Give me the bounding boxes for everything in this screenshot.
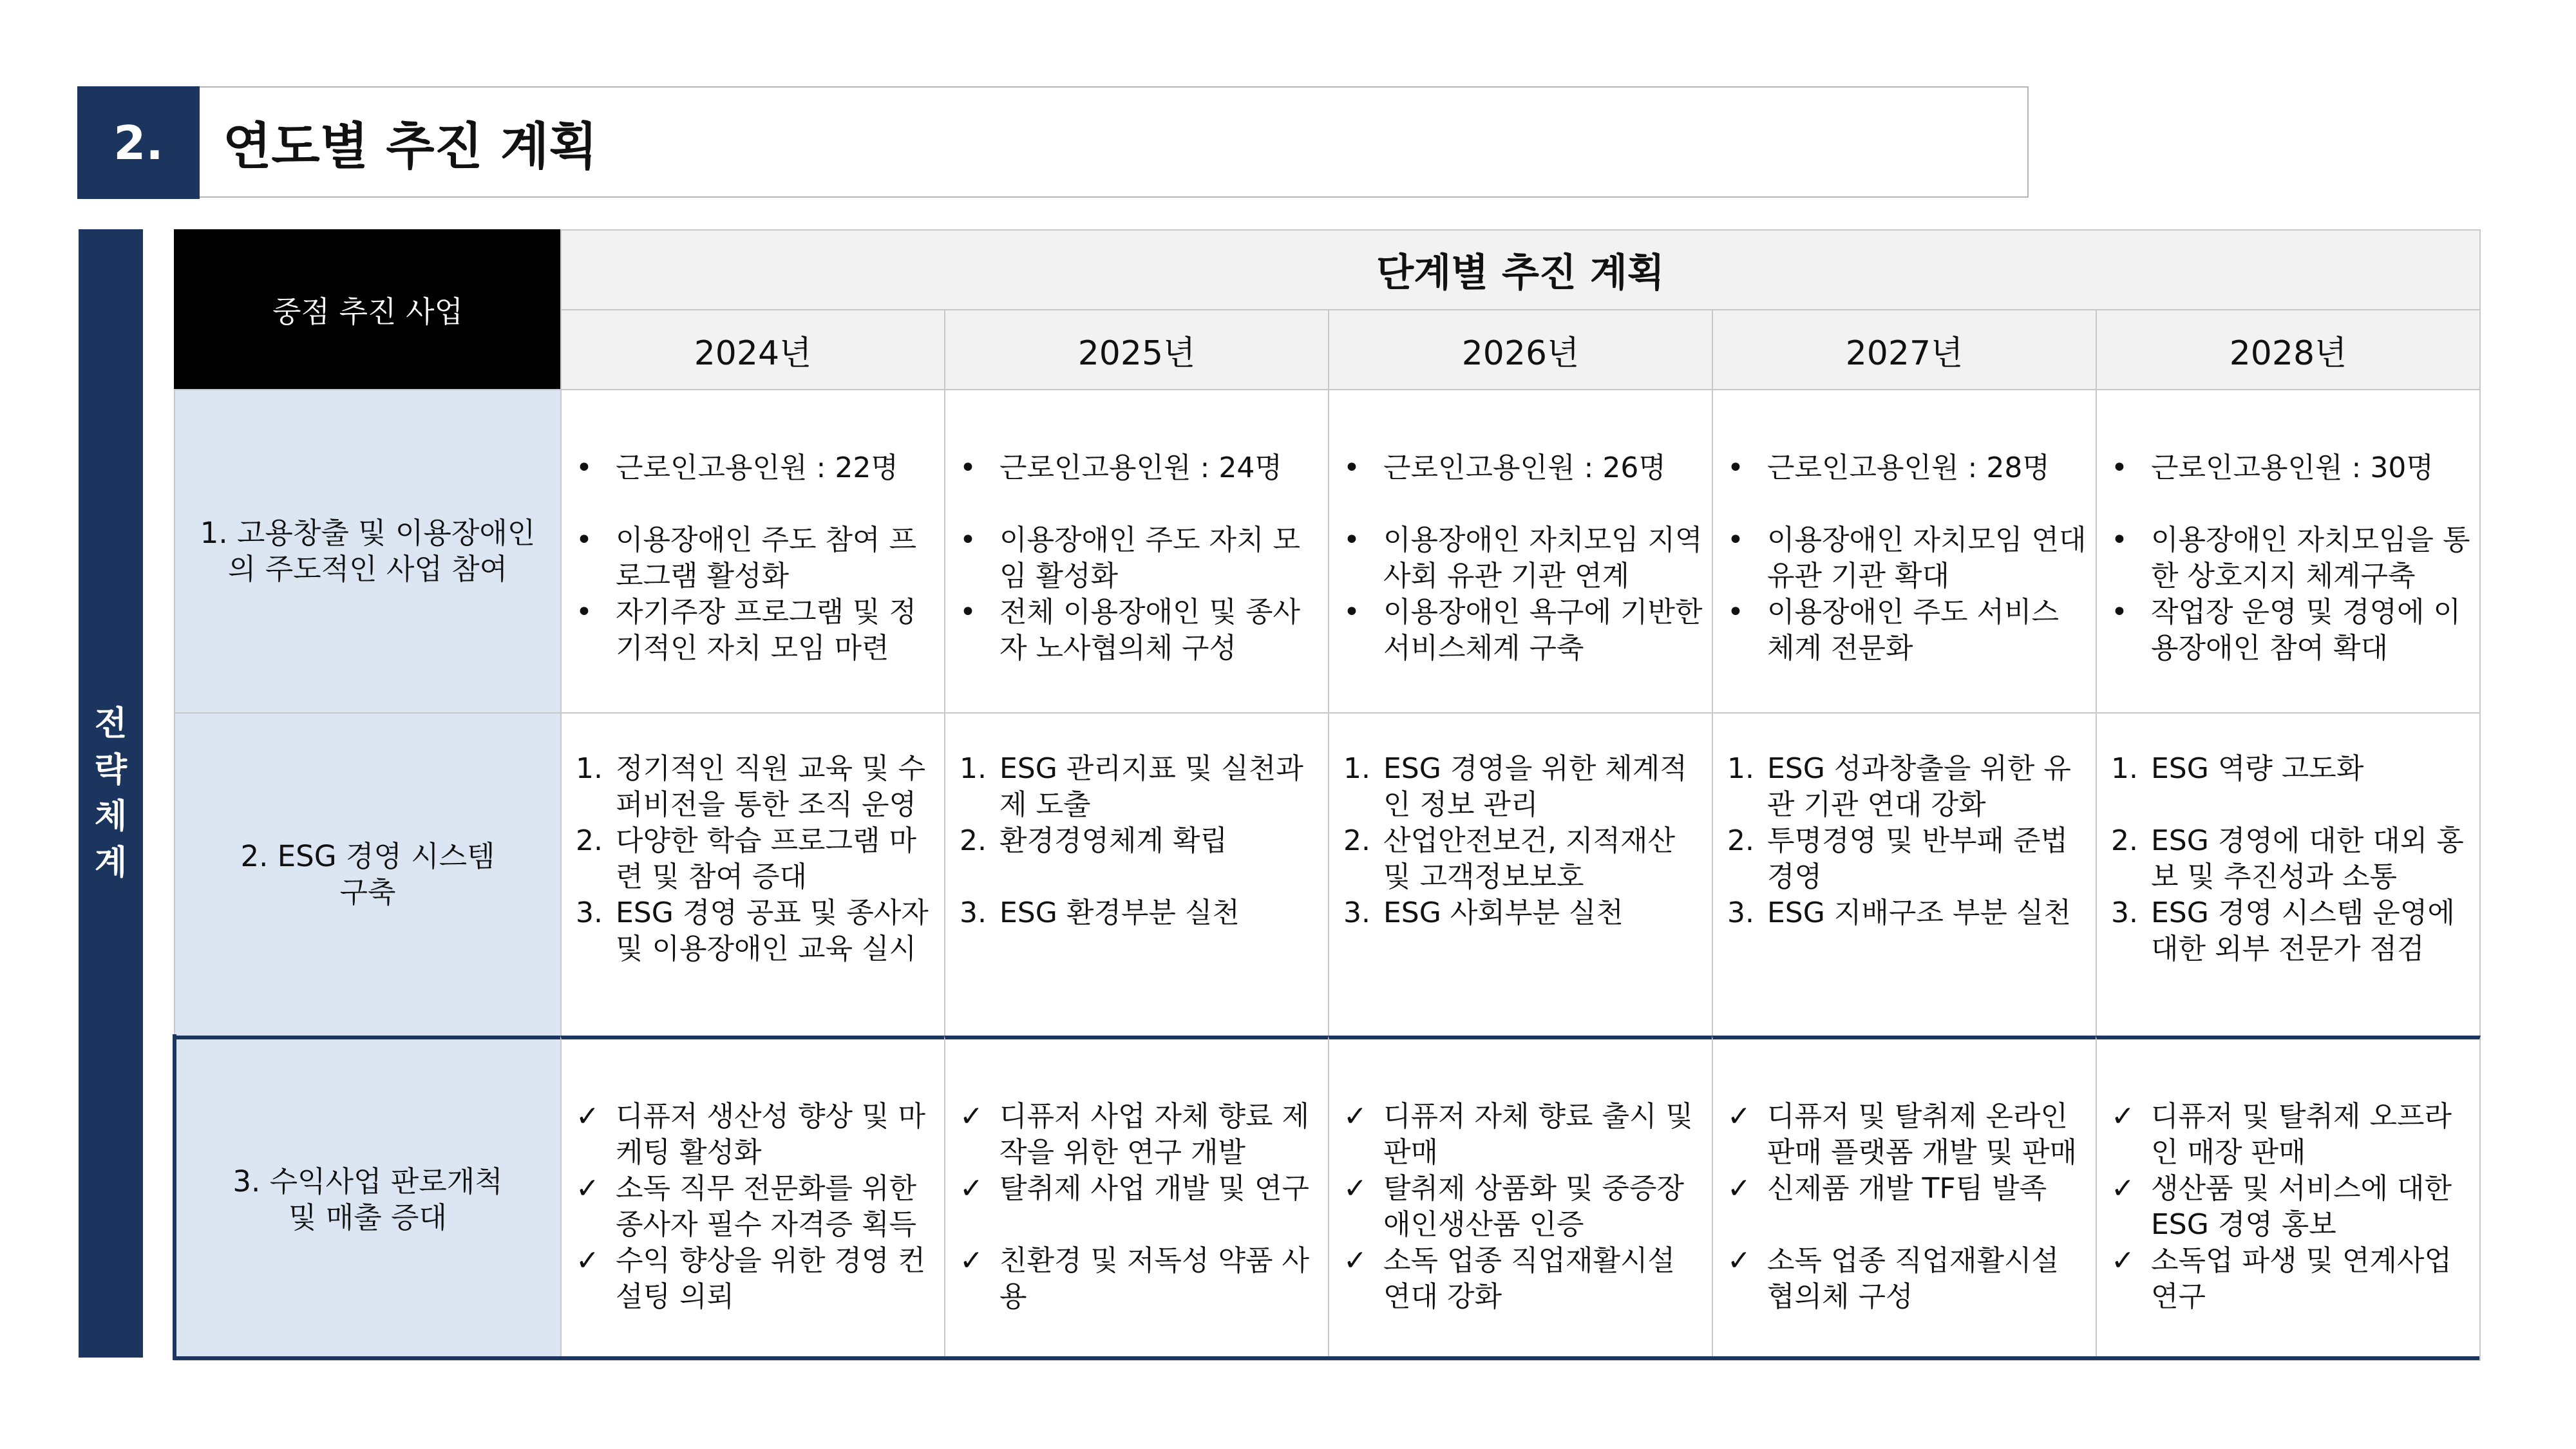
plan-item: 다양한 학습 프로그램 마련 및 참여 증대 [616,824,916,893]
plan-item: 이용장애인 주도 자치 모임 활성화 [999,524,1300,592]
plan-item: ESG 경영 공표 및 종사자 및 이용장애인 교육 실시 [616,896,929,965]
check-icon: ✓ [1727,1099,1751,1133]
plan-item: 친환경 및 저독성 약품 사용 [999,1244,1309,1313]
plan-cell [560,1036,945,1361]
bullet-icon: • [1343,524,1360,556]
bullet-icon: • [960,524,976,556]
check-icon: ✓ [1343,1171,1367,1205]
check-icon: ✓ [1343,1244,1367,1277]
plan-item: 근로인고용인원 : 28명 [1767,451,2050,484]
plan-item: 디퓨저 자체 향료 출시 및 판매 [1383,1099,1693,1169]
row-label [174,389,562,714]
plan-cell [944,712,1329,1037]
plan-item: 이용장애인 자치모임 연대 유관 기관 확대 [1767,524,2087,592]
plan-cell [2096,1036,2481,1361]
plan-cell [1328,712,1713,1037]
check-icon: ✓ [576,1171,600,1205]
check-icon: ✓ [1727,1244,1751,1277]
plan-cell [560,389,945,714]
item-number: 1. [960,752,987,785]
plan-cell [1712,389,2097,714]
plan-item: 생산품 및 서비스에 대한 ESG 경영 홍보 [2151,1171,2452,1241]
plan-item: ESG 경영을 위한 체계적인 정보 관리 [1383,752,1687,821]
side-label-char: 계 [94,844,128,882]
row-label-line: 의 주도적인 사업 참여 [227,552,508,586]
row-label-line: 2. ESG 경영 시스템 [240,839,495,873]
check-icon: ✓ [2111,1244,2135,1277]
item-number: 1. [1343,752,1370,785]
item-number: 3. [576,896,603,929]
bullet-icon: • [1727,596,1744,629]
plan-item: 근로인고용인원 : 26명 [1383,451,1666,484]
item-number: 3. [960,896,987,929]
item-number: 1. [576,752,603,785]
check-icon: ✓ [1343,1099,1367,1133]
plan-item: 소독 업종 직업재활시설 연대 강화 [1383,1244,1676,1313]
bullet-icon: • [576,524,592,556]
bullet-icon: • [1343,451,1360,484]
check-icon: ✓ [2111,1171,2135,1205]
bullet-icon: • [576,451,592,484]
row-label [174,712,562,1037]
item-number: 1. [2111,752,2138,785]
stage-plan-header: 단계별 추진 계획 [560,229,2481,310]
plan-item: ESG 역량 고도화 [2151,752,2364,785]
plan-item: ESG 경영에 대한 대외 홍보 및 추진성과 소통 [2151,824,2464,893]
plan-cell [2096,712,2481,1037]
plan-cell [2096,389,2481,714]
row-label-line: 3. 수익사업 판로개척 [232,1164,503,1198]
plan-cell [1328,389,1713,714]
plan-item: 수익 향상을 위한 경영 컨설팅 의뢰 [616,1244,925,1313]
plan-item: 소독 직무 전문화를 위한 종사자 필수 자격증 획득 [616,1171,916,1241]
plan-item: 작업장 운영 및 경영에 이용장애인 참여 확대 [2151,596,2461,665]
plan-item: 탈취제 사업 개발 및 연구 [999,1171,1309,1205]
plan-cell [1328,1036,1713,1361]
bullet-icon: • [1727,524,1744,556]
row-label-line: 1. 고용창출 및 이용장애인 [200,516,536,550]
plan-table [174,229,2479,1359]
plan-item: 소독 업종 직업재활시설 협의체 구성 [1767,1244,2060,1313]
item-number: 2. [576,824,603,857]
bullet-icon: • [2111,596,2128,629]
item-number: 3. [1343,896,1370,929]
plan-item: 이용장애인 욕구에 기반한 서비스체계 구축 [1383,596,1703,665]
plan-item: 전체 이용장애인 및 종사자 노사협의체 구성 [999,596,1300,665]
plan-item: 근로인고용인원 : 24명 [999,451,1282,484]
plan-item: ESG 경영 시스템 운영에 대한 외부 전문가 점검 [2151,896,2455,965]
strategy-system-label [79,229,143,1358]
item-number: 2. [960,824,987,857]
plan-item: 신제품 개발 TF팀 발족 [1767,1171,2047,1205]
year-header: 2028년 [2096,309,2481,390]
row3-left-border [173,1034,176,1360]
check-icon: ✓ [576,1244,600,1277]
plan-item: 디퓨저 및 탈취제 오프라인 매장 판매 [2151,1099,2452,1169]
side-label-char: 체 [94,797,128,836]
section-number: 2. [77,86,200,199]
plan-item: 투명경영 및 반부패 준법 경영 [1767,824,2068,893]
item-number: 1. [1727,752,1754,785]
plan-cell [560,712,945,1037]
side-label-char: 략 [94,751,128,790]
check-icon: ✓ [960,1244,983,1277]
plan-item: 디퓨저 및 탈취제 온라인 판매 플랫폼 개발 및 판매 [1767,1099,2077,1169]
item-number: 3. [1727,896,1754,929]
plan-item: 정기적인 직원 교육 및 수퍼비전을 통한 조직 운영 [616,752,925,821]
plan-item: 이용장애인 주도 서비스 체계 전문화 [1767,596,2060,665]
plan-item: 디퓨저 사업 자체 향료 제작을 위한 연구 개발 [999,1099,1309,1169]
plan-cell [1712,1036,2097,1361]
bullet-icon: • [960,451,976,484]
year-header: 2024년 [560,309,945,390]
item-number: 3. [2111,896,2138,929]
bullet-icon: • [1343,596,1360,629]
focus-project-header: 중점 추진 사업 [174,229,562,390]
plan-item: 산업안전보건, 지적재산 및 고객정보보호 [1383,824,1676,893]
bullet-icon: • [2111,451,2128,484]
plan-item: 탈취제 상품화 및 중증장애인생산품 인증 [1383,1171,1684,1241]
year-header: 2027년 [1712,309,2097,390]
row-label-line: 및 매출 증대 [289,1200,447,1235]
plan-item: ESG 사회부분 실천 [1383,896,1624,929]
page-title: 연도별 추진 계획 [200,86,2029,198]
plan-item: ESG 관리지표 및 실천과제 도출 [999,752,1303,821]
plan-cell [944,389,1329,714]
plan-item: 소독업 파생 및 연계사업 연구 [2151,1244,2452,1313]
side-label-char: 전 [94,705,128,743]
table-bottom-border [174,1356,2479,1360]
plan-item: 이용장애인 자치모임 지역사회 유관 기관 연계 [1383,524,1703,592]
check-icon: ✓ [960,1171,983,1205]
plan-item: ESG 성과창출을 위한 유관 기관 연대 강화 [1767,752,2071,821]
check-icon: ✓ [960,1099,983,1133]
plan-cell [944,1036,1329,1361]
plan-item: 근로인고용인원 : 30명 [2151,451,2434,484]
year-header: 2026년 [1328,309,1713,390]
plan-item: 이용장애인 주도 참여 프로그램 활성화 [616,524,916,592]
plan-item: 자기주장 프로그램 및 정기적인 자치 모임 마련 [616,596,916,665]
item-number: 2. [1727,824,1754,857]
plan-item: 환경경영체계 확립 [999,824,1228,857]
row-label-line: 구축 [339,875,396,909]
plan-item: 근로인고용인원 : 22명 [616,451,898,484]
bullet-icon: • [1727,451,1744,484]
row-label [174,1036,562,1361]
bullet-icon: • [960,596,976,629]
plan-item: 디퓨저 생산성 향상 및 마케팅 활성화 [616,1099,925,1169]
item-number: 2. [1343,824,1370,857]
bullet-icon: • [2111,524,2128,556]
bullet-icon: • [576,596,592,629]
plan-cell [1712,712,2097,1037]
check-icon: ✓ [576,1099,600,1133]
item-number: 2. [2111,824,2138,857]
plan-item: ESG 환경부분 실천 [999,896,1240,929]
plan-item: ESG 지배구조 부분 실천 [1767,896,2071,929]
year-header: 2025년 [944,309,1329,390]
check-icon: ✓ [2111,1099,2135,1133]
check-icon: ✓ [1727,1171,1751,1205]
plan-item: 이용장애인 자치모임을 통한 상호지지 체계구축 [2151,524,2470,592]
